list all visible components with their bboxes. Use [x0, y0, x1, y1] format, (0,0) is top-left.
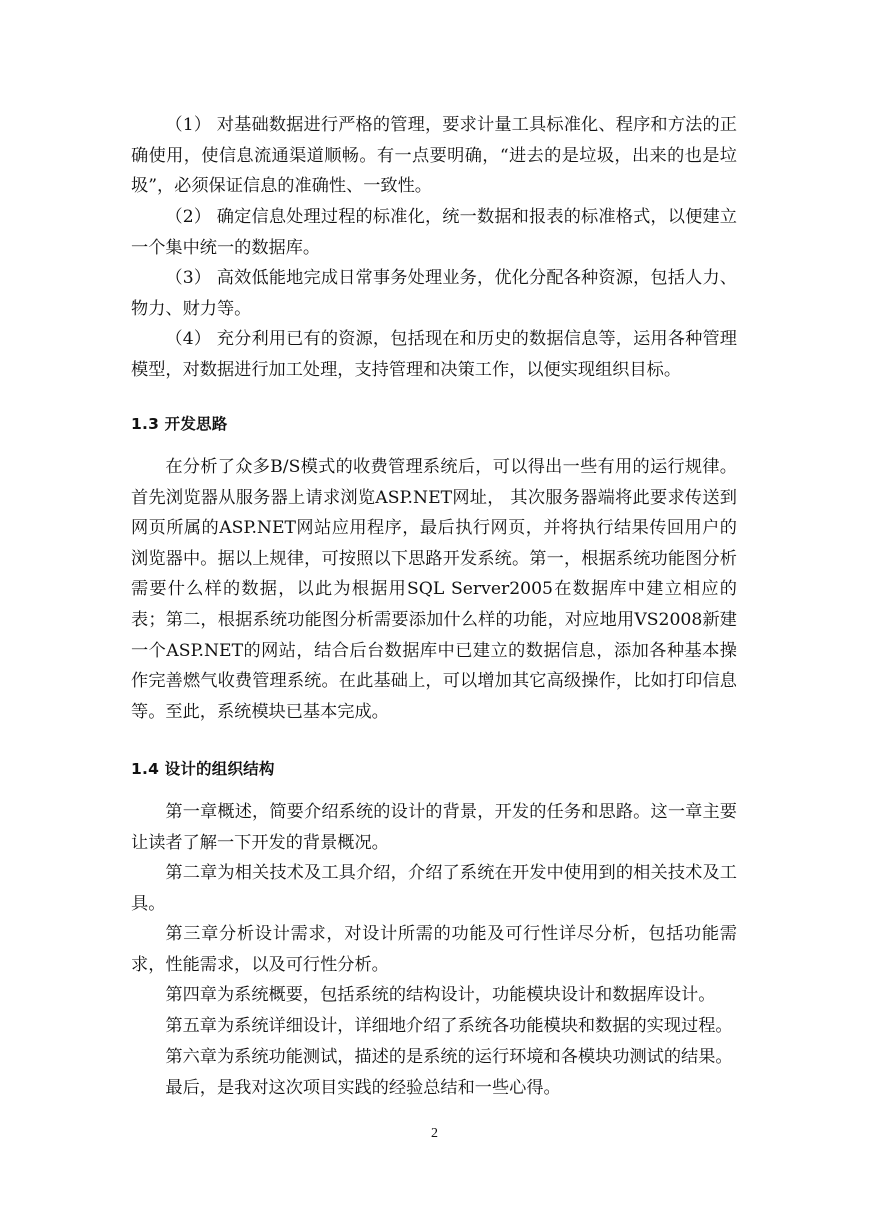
intro-paragraph-3: （3） 高效低能地完成日常事务处理业务，优化分配各种资源，包括人力、物力、财力等。 — [131, 268, 737, 319]
section-1-3-paragraph: 在分析了众多B/S模式的收费管理系统后，可以得出一些有用的运行规律。首先浏览器从服务器上请求浏览ASP.NET网址， 其次服务器端将此要求传送到网页所属的ASP.NET网站应用程序，最后执行网页，并将执行结果传回用户的浏览器中。据以上规律，可按照以下思路开发系统。第一，根据系统功能图分析需要什么样的数据，以此为根据用SQL Server2005在数据库中建立相应的表；第二，根据系统功能图分析需要添加什么样的功能，对应地用VS2008新建一个ASP.NET的网站，结合后台数据库中已建立的数据信息，添加各种基本操作完善燃气收费管理系统。在此基础上，可以增加其它高级操作，比如打印信息等。至此，系统模块已基本完成。 — [131, 457, 737, 722]
section-1-4-paragraph-1: 第一章概述，简要介绍系统的设计的背景，开发的任务和思路。这一章主要让读者了解一下开发的背景概况。 — [131, 802, 737, 853]
section-1-4-paragraph-7: 最后，是我对这次项目实践的经验总结和一些心得。 — [165, 1078, 561, 1098]
section-1-4-paragraph-3: 第三章分析设计需求，对设计所需的功能及可行性详尽分析，包括功能需求，性能需求，以及可行性分析。 — [131, 924, 737, 975]
intro-paragraph-4: （4） 充分利用已有的资源，包括现在和历史的数据信息等，运用各种管理模型，对数据进行加工处理，支持管理和决策工作，以便实现组织目标。 — [131, 329, 737, 380]
section-1-4-paragraph-5: 第五章为系统详细设计，详细地介绍了系统各功能模块和数据的实现过程。 — [165, 1016, 733, 1036]
section-heading-1-4: 1.4 设计的组织结构 — [131, 760, 275, 778]
section-1-4-paragraph-4: 第四章为系统概要，包括系统的结构设计，功能模块设计和数据库设计。 — [165, 985, 716, 1005]
intro-paragraph-2: （2） 确定信息处理过程的标准化，统一数据和报表的标准格式，以便建立一个集中统一的数据库。 — [131, 207, 737, 258]
section-heading-1-3: 1.3 开发思路 — [131, 415, 228, 433]
section-1-4-paragraph-6: 第六章为系统功能测试，描述的是系统的运行环境和各模块功测试的结果。 — [165, 1047, 733, 1067]
page-number: 2 — [431, 1126, 438, 1141]
intro-paragraph-1: （1） 对基础数据进行严格的管理，要求计量工具标准化、程序和方法的正确使用，使信息流通渠道顺畅。有一点要明确，“进去的是垃圾，出来的也是垃圾”，必须保证信息的准确性、一致性。 — [131, 115, 737, 197]
section-1-4-paragraph-2: 第二章为相关技术及工具介绍，介绍了系统在开发中使用到的相关技术及工具。 — [131, 863, 737, 914]
